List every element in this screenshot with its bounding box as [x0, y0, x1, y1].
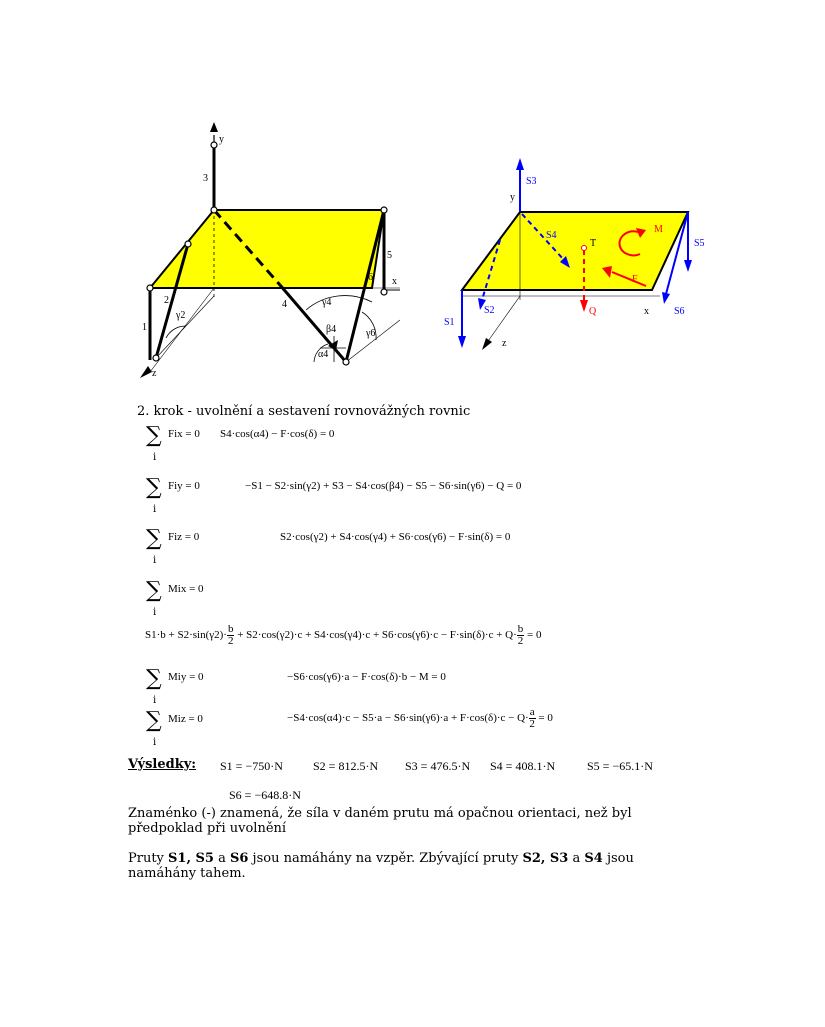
eq-fiy-rhs: −S1 − S2·sin(γ2) + S3 − S4·cos(β4) − S5 − S6·sin(γ6) − Q = 0: [245, 480, 522, 492]
eq-fiz-rhs: S2·cos(γ2) + S4·cos(γ4) + S6·cos(γ6) − F·sin(δ) = 0: [280, 531, 511, 543]
eq-mix-lhs: Mix = 0: [168, 583, 204, 595]
label-gamma6: γ6: [366, 328, 376, 339]
label-T: T: [590, 238, 597, 249]
fraction-denominator: 2: [529, 718, 535, 730]
result-s6: S6 = −648.8·N: [229, 788, 301, 802]
note-text: jsou namáhány tahem.: [128, 851, 634, 881]
eq-mix-part-b: + S2·cos(γ2)·c + S4·cos(γ4)·c + S6·cos(γ6)·c − F·sin(δ)·c + Q·: [237, 629, 517, 642]
sum-symbol: ∑: [146, 475, 162, 500]
label-member-6: 6: [368, 272, 373, 283]
section-title: 2. krok - uvolnění a sestavení rovnovážných rovnic: [137, 404, 471, 419]
sum-index: i: [153, 695, 157, 706]
label-x-right: x: [644, 306, 649, 317]
label-S2: S2: [484, 305, 495, 316]
sum-symbol: ∑: [146, 666, 162, 691]
sum-symbol: ∑: [146, 708, 162, 733]
label-S6: S6: [674, 306, 685, 317]
result-s4: S4 = 408.1·N: [490, 759, 556, 773]
sum-symbol: ∑: [146, 423, 162, 448]
sum-index: i: [153, 452, 157, 463]
note-text: a: [213, 851, 230, 866]
sum-index: i: [153, 737, 157, 748]
label-z-right: z: [502, 338, 507, 349]
left-structure-diagram: [125, 115, 425, 385]
sum-index: i: [153, 504, 157, 515]
eq-miy-rhs: −S6·cos(γ6)·a − F·cos(δ)·b − M = 0: [287, 671, 446, 683]
label-gamma4: γ4: [322, 297, 332, 308]
eq-miy-lhs: Miy = 0: [168, 671, 204, 683]
label-member-2: 2: [164, 295, 169, 306]
note-members-loading: [128, 851, 688, 881]
fraction: [517, 624, 525, 647]
label-Q: Q: [589, 306, 597, 317]
note-bold: S2, S3: [522, 851, 569, 866]
fraction-denominator: 2: [227, 635, 234, 647]
note-bold: S6: [229, 851, 249, 866]
label-M: M: [654, 224, 663, 235]
label-y-right: y: [510, 192, 515, 203]
note-text: jsou namáhány na vzpěr. Zbývající pruty: [248, 851, 523, 866]
label-alpha4: α4: [318, 349, 329, 360]
fraction-numerator: b: [517, 623, 524, 635]
right-free-body-diagram: [440, 150, 705, 360]
eq-miz-part-a: −S4·cos(α4)·c − S5·a − S6·sin(γ6)·a + F·cos(δ)·c − Q·: [287, 712, 529, 725]
label-member-4: 4: [282, 299, 287, 310]
fraction-denominator: 2: [517, 635, 524, 647]
result-s5: S5 = −65.1·N: [587, 759, 653, 773]
eq-miz-lhs: Miz = 0: [168, 713, 203, 725]
label-member-3: 3: [203, 173, 208, 184]
result-s2: S2 = 812.5·N: [313, 759, 379, 773]
sum-index: i: [153, 555, 157, 566]
note-sign-meaning: Znaménko (-) znamená, že síla v daném prutu má opačnou orientaci, než byl předpoklad při uvolnění: [128, 806, 632, 836]
sum-symbol: ∑: [146, 578, 162, 603]
label-S3: S3: [526, 176, 537, 187]
note-bold: S1, S5: [168, 851, 214, 866]
label-member-1: 1: [142, 322, 147, 333]
fraction-numerator: b: [227, 623, 234, 635]
fraction: [227, 624, 235, 647]
label-z: z: [152, 368, 157, 379]
label-F: F: [632, 274, 638, 285]
fraction: [529, 707, 536, 730]
sum-index: i: [153, 607, 157, 618]
eq-miz-expression: [287, 707, 553, 730]
result-s1: S1 = −750·N: [220, 759, 283, 773]
eq-fix-lhs: Fix = 0: [168, 428, 200, 440]
result-s3: S3 = 476.5·N: [405, 759, 471, 773]
label-S5: S5: [694, 238, 705, 249]
label-member-5: 5: [387, 250, 392, 261]
eq-mix-end: = 0: [527, 629, 542, 642]
eq-fix-rhs: S4·cos(α4) − F·cos(δ) = 0: [220, 428, 335, 440]
eq-fiz-lhs: Fiz = 0: [168, 531, 200, 543]
note-text: Pruty: [128, 851, 169, 866]
label-S4: S4: [546, 230, 557, 241]
label-y: y: [219, 134, 224, 145]
label-x: x: [392, 276, 397, 287]
eq-mix-part-a: S1·b + S2·sin(γ2)·: [145, 629, 227, 642]
fraction-numerator: a: [529, 706, 535, 718]
eq-mix-expression: [145, 624, 542, 647]
results-label: Výsledky:: [128, 757, 197, 772]
note-bold: S4: [584, 851, 603, 866]
label-S1: S1: [444, 317, 455, 328]
label-gamma2: γ2: [176, 310, 186, 321]
label-beta4: β4: [326, 324, 337, 335]
eq-fiy-lhs: Fiy = 0: [168, 480, 200, 492]
sum-symbol: ∑: [146, 526, 162, 551]
note-text: a: [568, 851, 585, 866]
eq-miz-end: = 0: [538, 712, 553, 725]
